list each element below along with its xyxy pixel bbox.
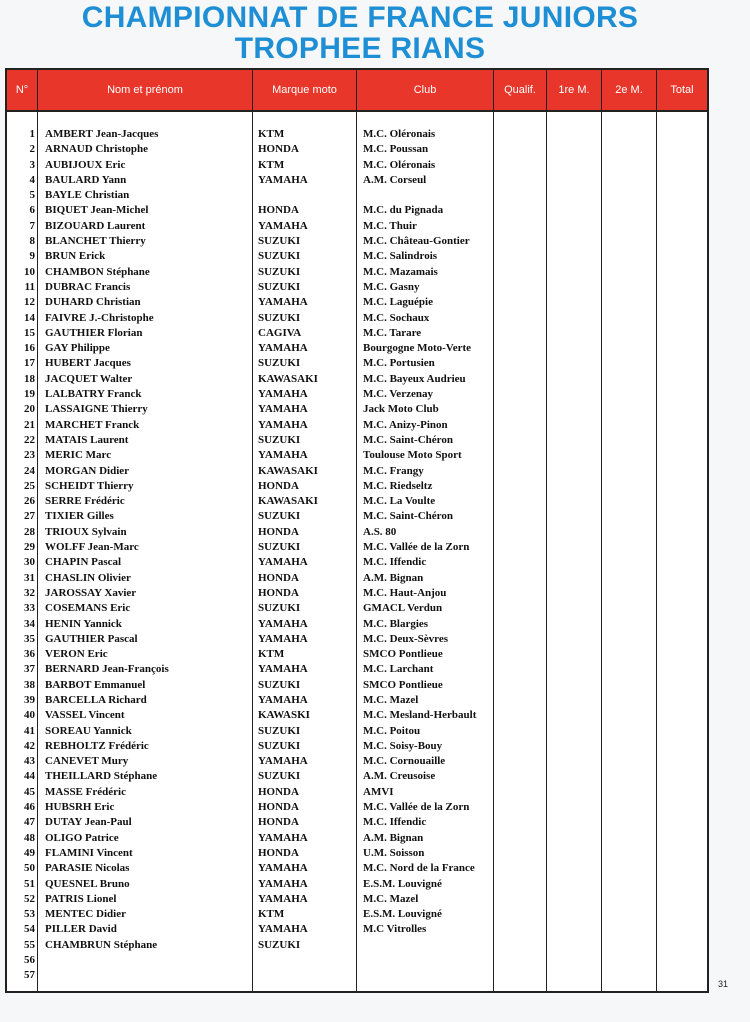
row-number: 50	[24, 862, 35, 875]
row-number: 9	[29, 250, 35, 263]
rider-moto: KTM	[258, 128, 285, 140]
rider-moto: KTM	[258, 158, 285, 171]
row-number: 2	[29, 143, 35, 156]
table-row	[7, 907, 707, 922]
table-row	[7, 402, 707, 417]
rider-club: M.C. Soisy-Bouy	[363, 739, 443, 752]
header-m2: 2e M.	[615, 84, 643, 96]
rider-moto: HONDA	[258, 785, 299, 798]
rider-name: DUTAY Jean-Paul	[45, 816, 132, 829]
rider-moto: YAMAHA	[258, 418, 308, 431]
rider-moto: KAWASKI	[258, 709, 310, 722]
rider-club: M.C. Iffendic	[363, 556, 427, 569]
table-row	[7, 372, 707, 387]
rider-club: M.C. Riedseltz	[363, 479, 433, 492]
table-row	[7, 662, 707, 677]
rider-club: E.S.M. Louvigné	[363, 877, 442, 890]
table-row	[7, 326, 707, 341]
table-row	[7, 739, 707, 754]
row-number: 3	[29, 158, 35, 171]
rider-name: PATRIS Lionel	[45, 892, 117, 905]
rider-club: SMCO Pontlieue	[363, 678, 443, 691]
rider-moto: YAMAHA	[258, 923, 308, 936]
rider-moto: YAMAHA	[258, 632, 308, 645]
rider-name: MENTEC Didier	[45, 908, 126, 921]
rider-moto: HONDA	[258, 846, 299, 859]
table-row	[7, 280, 707, 295]
row-number: 41	[24, 724, 35, 737]
rider-name: MASSE Frédéric	[45, 785, 126, 798]
row-number: 45	[24, 785, 35, 798]
header-name: Nom et prénom	[107, 84, 183, 96]
table-row	[7, 754, 707, 769]
page-title	[0, 2, 720, 64]
row-number: 10	[24, 265, 35, 278]
row-number: 54	[24, 923, 35, 936]
rider-moto: YAMAHA	[258, 296, 308, 309]
rider-moto: YAMAHA	[258, 617, 308, 630]
row-number: 44	[24, 770, 35, 783]
table-row	[7, 188, 707, 203]
table-row	[7, 953, 707, 968]
table-row	[7, 448, 707, 463]
rider-moto: HONDA	[258, 586, 299, 599]
table-row	[7, 509, 707, 524]
rider-moto: SUZUKI	[258, 280, 301, 293]
rider-name: FAIVRE J.-Christophe	[45, 311, 154, 324]
table-body	[7, 127, 707, 984]
row-number: 19	[24, 388, 35, 401]
rider-club: M.C. Saint-Chéron	[363, 433, 453, 446]
rider-name: HUBSRH Eric	[45, 801, 115, 814]
table-row	[7, 540, 707, 555]
header-qualif: Qualif.	[504, 84, 536, 96]
rider-moto: SUZUKI	[258, 678, 301, 691]
rider-club: GMACL Verdun	[363, 602, 443, 615]
rider-club: M.C. Blargies	[363, 617, 429, 630]
rider-moto: SUZUKI	[258, 265, 301, 278]
rider-name: JAROSSAY Xavier	[45, 586, 137, 599]
rider-name: BARBOT Emmanuel	[45, 678, 146, 691]
rider-moto: SUZUKI	[258, 541, 301, 554]
table-row	[7, 724, 707, 739]
rider-moto: SUZUKI	[258, 250, 301, 263]
rider-club: Toulouse Moto Sport	[363, 449, 462, 462]
rider-name: AUBIJOUX Eric	[45, 158, 126, 171]
rider-moto: YAMAHA	[258, 342, 308, 355]
rider-moto: YAMAHA	[258, 449, 308, 462]
row-number: 8	[29, 235, 35, 248]
table-row	[7, 601, 707, 616]
rider-name: CHAPIN Pascal	[45, 556, 122, 569]
row-number: 30	[24, 556, 35, 569]
rider-moto: HONDA	[258, 801, 299, 814]
table-row	[7, 555, 707, 570]
row-number: 7	[29, 219, 35, 232]
results-table	[5, 68, 709, 993]
rider-name: FLAMINI Vincent	[45, 846, 133, 859]
header-total: Total	[670, 84, 694, 96]
rider-club: M.C. Saint-Chéron	[363, 510, 453, 523]
rider-moto: YAMAHA	[258, 892, 308, 905]
row-number: 35	[24, 632, 35, 645]
rider-club: A.S. 80	[363, 525, 397, 538]
row-number: 51	[24, 877, 35, 890]
table-row	[7, 173, 707, 188]
table-row	[7, 341, 707, 356]
rider-name: BARCELLA Richard	[45, 693, 147, 706]
rider-name: TRIOUX Sylvain	[45, 525, 127, 538]
rider-club: M.C. Portusien	[363, 357, 435, 370]
rider-club: M.C. Mazamais	[363, 265, 438, 278]
rider-name: BIZOUARD Laurent	[45, 219, 146, 232]
rider-club: Bourgogne Moto-Verte	[363, 342, 472, 355]
rider-name: MARCHET Franck	[45, 418, 140, 431]
rider-name: JACQUET Walter	[45, 372, 133, 385]
table-row	[7, 647, 707, 662]
row-number: 43	[24, 755, 35, 768]
rider-moto: KTM	[258, 908, 285, 921]
rider-name: VASSEL Vincent	[45, 709, 125, 722]
row-number: 12	[24, 296, 35, 309]
rider-club: M.C. Deux-Sèvres	[363, 632, 449, 645]
rider-club: M.C. La Voulte	[363, 495, 436, 508]
rider-club: M.C. Gasny	[363, 280, 420, 293]
table-row	[7, 632, 707, 647]
rider-moto: HONDA	[258, 204, 299, 217]
rider-club: M.C. Larchant	[363, 663, 434, 676]
rider-club: M.C. Poitou	[363, 724, 421, 737]
rider-name: SOREAU Yannick	[45, 724, 132, 737]
rider-club: M.C. Mesland-Herbault	[363, 709, 477, 722]
table-row	[7, 142, 707, 157]
rider-club: SMCO Pontlieue	[363, 648, 443, 661]
rider-moto: HONDA	[258, 525, 299, 538]
rider-name: BIQUET Jean-Michel	[45, 204, 149, 217]
row-number: 38	[24, 678, 35, 691]
row-number: 39	[24, 693, 35, 706]
table-row	[7, 127, 707, 142]
table-row	[7, 861, 707, 876]
row-number: 52	[24, 892, 35, 905]
table-row	[7, 922, 707, 937]
rider-moto: YAMAHA	[258, 663, 308, 676]
table-row	[7, 158, 707, 173]
rider-moto: SUZUKI	[258, 602, 301, 615]
row-number: 23	[24, 449, 35, 462]
row-number: 34	[24, 617, 35, 630]
rider-name: GAY Philippe	[45, 342, 110, 355]
row-number: 5	[29, 189, 35, 202]
header-m1: 1re M.	[558, 84, 590, 96]
rider-club: M.C. Thuir	[363, 219, 417, 232]
rider-club: M.C. Tarare	[363, 326, 422, 339]
rider-name: GAUTHIER Florian	[45, 326, 143, 339]
rider-club: A.M. Bignan	[363, 571, 424, 584]
row-number: 24	[24, 464, 35, 477]
table-row	[7, 295, 707, 310]
rider-club: M.C. Mazel	[363, 892, 419, 905]
rider-name: TIXIER Gilles	[45, 510, 114, 523]
row-number: 40	[24, 709, 35, 722]
table-row	[7, 464, 707, 479]
table-row	[7, 938, 707, 953]
row-number: 36	[24, 648, 35, 661]
rider-moto: SUZUKI	[258, 311, 301, 324]
table-row	[7, 265, 707, 280]
row-number: 29	[24, 541, 35, 554]
rider-moto: SUZUKI	[258, 770, 301, 783]
rider-moto: KAWASAKI	[258, 372, 318, 385]
row-number: 56	[24, 954, 35, 967]
rider-name: BAULARD Yann	[45, 173, 127, 186]
table-row	[7, 892, 707, 907]
table-row	[7, 479, 707, 494]
rider-club: M.C. Vallée de la Zorn	[363, 541, 470, 554]
rider-club: M.C. Iffendic	[363, 816, 427, 829]
row-number: 48	[24, 831, 35, 844]
row-number: 46	[24, 801, 35, 814]
rider-name: AMBERT Jean-Jacques	[45, 128, 159, 140]
rider-club: M.C Vitrolles	[363, 923, 427, 936]
rider-name: GAUTHIER Pascal	[45, 632, 138, 645]
row-number: 16	[24, 342, 35, 355]
rider-moto: YAMAHA	[258, 388, 308, 401]
rider-name: COSEMANS Eric	[45, 602, 131, 615]
rider-name: REBHOLTZ Frédéric	[45, 739, 149, 752]
rider-moto: HONDA	[258, 571, 299, 584]
rider-moto: CAGIVA	[258, 326, 302, 339]
rider-moto: KAWASAKI	[258, 495, 318, 508]
rider-name: HENIN Yannick	[45, 617, 122, 630]
table-row	[7, 815, 707, 830]
rider-name: BERNARD Jean-François	[45, 663, 169, 676]
table-row	[7, 494, 707, 509]
table-row	[7, 693, 707, 708]
table-row	[7, 418, 707, 433]
rider-name: SCHEIDT Thierry	[45, 479, 134, 492]
table-row	[7, 249, 707, 264]
row-number: 25	[24, 479, 35, 492]
rider-name: CANEVET Mury	[45, 755, 129, 768]
row-number: 55	[24, 938, 35, 951]
table-row	[7, 219, 707, 234]
rider-moto: SUZUKI	[258, 510, 301, 523]
rider-moto: YAMAHA	[258, 403, 308, 416]
row-number: 22	[24, 433, 35, 446]
rider-club: M.C. Bayeux Audrieu	[363, 372, 466, 385]
rider-name: BLANCHET Thierry	[45, 235, 146, 248]
rider-name: VERON Eric	[45, 648, 108, 661]
table-row	[7, 525, 707, 540]
rider-name: LALBATRY Franck	[45, 388, 142, 401]
table-row	[7, 769, 707, 784]
rider-name: HUBERT Jacques	[45, 357, 131, 370]
rider-club: M.C. Laguépie	[363, 296, 433, 309]
rider-moto: SUZUKI	[258, 357, 301, 370]
rider-club: M.C. Château-Gontier	[363, 235, 470, 248]
table-row	[7, 203, 707, 218]
table-row	[7, 800, 707, 815]
table-row	[7, 387, 707, 402]
rider-moto: SUZUKI	[258, 433, 301, 446]
rider-name: PARASIE Nicolas	[45, 862, 130, 875]
row-number: 20	[24, 403, 35, 416]
rider-club: E.S.M. Louvigné	[363, 908, 442, 921]
table-row	[7, 433, 707, 448]
table-row	[7, 877, 707, 892]
row-number: 31	[24, 571, 35, 584]
rider-club: M.C. Nord de la France	[363, 862, 475, 875]
rider-club: M.C. du Pignada	[363, 204, 444, 217]
rider-club: A.M. Bignan	[363, 831, 424, 844]
rider-name: CHASLIN Olivier	[45, 571, 131, 584]
row-number: 26	[24, 495, 35, 508]
rider-name: MERIC Marc	[45, 449, 112, 462]
rider-club: M.C. Verzenay	[363, 388, 433, 401]
rider-moto: YAMAHA	[258, 556, 308, 569]
rider-name: OLIGO Patrice	[45, 831, 119, 844]
table-row	[7, 846, 707, 861]
header-num: N°	[15, 84, 29, 96]
rider-club: M.C. Vallée de la Zorn	[363, 801, 470, 814]
rider-name: WOLFF Jean-Marc	[45, 541, 139, 554]
row-number: 28	[24, 525, 35, 538]
title-line-1: CHAMPIONNAT DE FRANCE JUNIORS	[81, 1, 639, 34]
table-row	[7, 571, 707, 586]
rider-name: CHAMBRUN Stéphane	[45, 938, 158, 951]
table-row	[7, 586, 707, 601]
table-row	[7, 678, 707, 693]
rider-moto: YAMAHA	[258, 219, 308, 232]
rider-club: M.C. Oléronais	[363, 128, 436, 140]
row-number: 47	[24, 816, 35, 829]
row-number: 17	[24, 357, 35, 370]
row-number: 18	[24, 372, 35, 385]
rider-moto: YAMAHA	[258, 693, 308, 706]
rider-moto: YAMAHA	[258, 862, 308, 875]
rider-name: PILLER David	[45, 923, 117, 936]
row-number: 21	[24, 418, 35, 431]
table-row	[7, 968, 707, 983]
row-number: 57	[24, 969, 35, 982]
rider-club: AMVI	[363, 785, 394, 798]
rider-club: M.C. Sochaux	[363, 311, 430, 324]
rider-moto: SUZUKI	[258, 235, 301, 248]
rider-name: LASSAIGNE Thierry	[45, 403, 148, 416]
rider-moto: SUZUKI	[258, 938, 301, 951]
title-line-2: TROPHEE RIANS	[234, 32, 486, 65]
row-number: 53	[24, 908, 35, 921]
rider-club: U.M. Soisson	[363, 846, 425, 859]
table-header	[7, 70, 707, 112]
row-number: 49	[24, 846, 35, 859]
rider-name: SERRE Frédéric	[45, 495, 125, 508]
rider-moto: SUZUKI	[258, 724, 301, 737]
rider-name: ARNAUD Christophe	[45, 143, 148, 156]
row-number: 15	[24, 326, 35, 339]
rider-name: DUHARD Christian	[45, 296, 141, 309]
rider-name: MORGAN Didier	[45, 464, 130, 477]
rider-moto: KTM	[258, 648, 285, 661]
table-row	[7, 831, 707, 846]
row-number: 4	[29, 173, 35, 186]
rider-club: M.C. Cornouaille	[363, 755, 446, 768]
page-number: 31	[718, 979, 729, 989]
table-row	[7, 356, 707, 371]
rider-name: QUESNEL Bruno	[45, 877, 130, 890]
rider-moto: KAWASAKI	[258, 464, 318, 477]
rider-club: M.C. Salindrois	[363, 250, 438, 263]
row-number: 33	[24, 602, 35, 615]
rider-name: THEILLARD Stéphane	[45, 770, 158, 783]
rider-club: M.C. Poussan	[363, 143, 429, 156]
rider-club: Jack Moto Club	[363, 403, 439, 416]
rider-moto: HONDA	[258, 143, 299, 156]
row-number: 11	[24, 280, 35, 293]
rider-name: BAYLE Christian	[45, 189, 130, 202]
rider-moto: SUZUKI	[258, 739, 301, 752]
rider-club: M.C. Haut-Anjou	[363, 586, 447, 599]
rider-club: A.M. Creusoise	[363, 770, 436, 783]
rider-name: MATAIS Laurent	[45, 433, 129, 446]
table-row	[7, 234, 707, 249]
rider-moto: YAMAHA	[258, 877, 308, 890]
row-number: 14	[24, 311, 35, 324]
row-number: 32	[24, 586, 35, 599]
row-number: 1	[29, 128, 35, 140]
rider-club: A.M. Corseul	[363, 173, 427, 186]
row-number: 6	[29, 204, 35, 217]
table-row	[7, 617, 707, 632]
row-number: 37	[24, 663, 35, 676]
rider-club: M.C. Anizy-Pinon	[363, 418, 448, 431]
rider-moto: YAMAHA	[258, 831, 308, 844]
header-club: Club	[413, 84, 437, 96]
header-moto: Marque moto	[272, 84, 337, 96]
rider-name: BRUN Erick	[45, 250, 106, 263]
rider-name: CHAMBON Stéphane	[45, 265, 150, 278]
rider-name: DUBRAC Francis	[45, 280, 131, 293]
rider-club: M.C. Frangy	[363, 464, 424, 477]
row-number: 27	[24, 510, 35, 523]
rider-moto: HONDA	[258, 816, 299, 829]
rider-moto: HONDA	[258, 479, 299, 492]
table-row	[7, 785, 707, 800]
rider-moto: YAMAHA	[258, 755, 308, 768]
row-number: 42	[24, 739, 35, 752]
rider-moto: YAMAHA	[258, 173, 308, 186]
table-row	[7, 311, 707, 326]
rider-club: M.C. Mazel	[363, 693, 419, 706]
rider-club: M.C. Oléronais	[363, 158, 436, 171]
table-row	[7, 708, 707, 723]
